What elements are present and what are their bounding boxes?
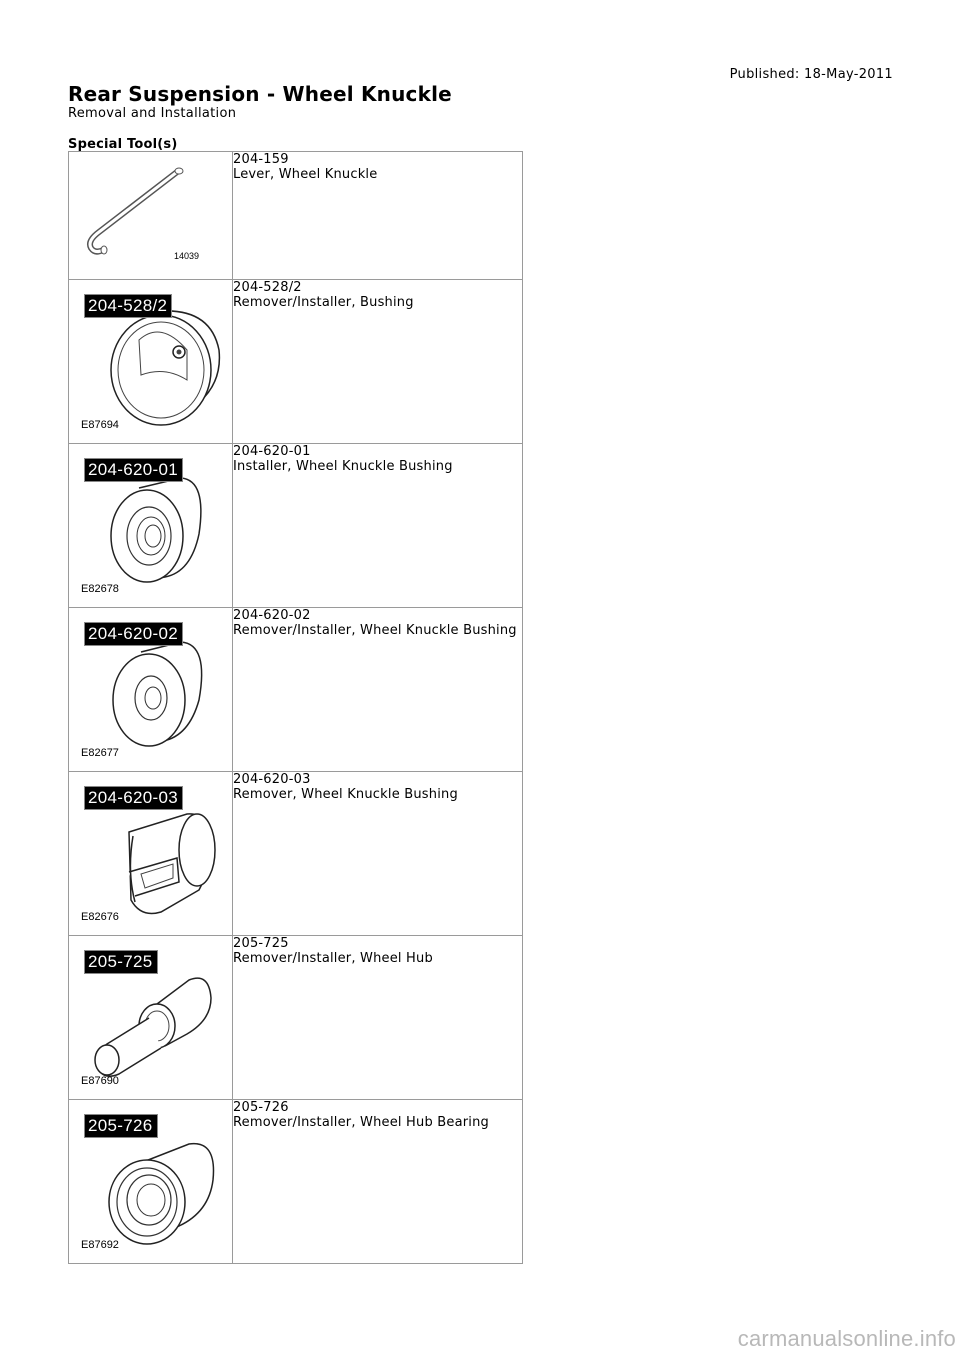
tool-image-cell xyxy=(69,280,233,444)
tool-name: Lever, Wheel Knuckle xyxy=(233,167,378,182)
figure-number: E82678 xyxy=(81,583,119,595)
tool-image-cell xyxy=(69,152,233,280)
tool-image-cell xyxy=(69,936,233,1100)
tool-tag: 204-620-02 xyxy=(84,622,183,646)
tool-code: 204-528/2 xyxy=(233,280,302,295)
tool-description xyxy=(233,280,523,444)
watermark[interactable]: carmanualsonline.info xyxy=(737,1326,956,1351)
published-date: Published: 18-May-2011 xyxy=(729,67,893,82)
figure-number: E82676 xyxy=(81,911,119,923)
tool-image-cell xyxy=(69,608,233,772)
table-row xyxy=(69,280,523,444)
tool-code: 204-620-03 xyxy=(233,772,311,787)
tool-code: 205-725 xyxy=(233,936,289,951)
tool-name: Remover/Installer, Wheel Knuckle Bushing xyxy=(233,623,517,638)
tool-code: 204-159 xyxy=(233,152,289,167)
tool-description xyxy=(233,1100,523,1264)
table-row xyxy=(69,608,523,772)
figure-number: E82677 xyxy=(81,747,119,759)
figure-number: 14039 xyxy=(173,251,199,261)
tool-tag: 205-725 xyxy=(84,950,158,974)
tool-image-cell xyxy=(69,1100,233,1264)
tool-name: Remover/Installer, Wheel Hub Bearing xyxy=(233,1115,489,1130)
tool-image-cell xyxy=(69,772,233,936)
page-subtitle: Removal and Installation xyxy=(68,106,237,121)
section-heading: Special Tool(s) xyxy=(68,137,178,152)
tool-description xyxy=(233,152,523,280)
table-row xyxy=(69,444,523,608)
tool-name: Installer, Wheel Knuckle Bushing xyxy=(233,459,453,474)
table-row xyxy=(69,1100,523,1264)
tool-description xyxy=(233,608,523,772)
tool-image-cell xyxy=(69,444,233,608)
tool-name: Remover/Installer, Wheel Hub xyxy=(233,951,433,966)
figure-number: E87694 xyxy=(81,419,119,431)
table-row xyxy=(69,936,523,1100)
figure-number: E87690 xyxy=(81,1075,119,1087)
tool-name: Remover/Installer, Bushing xyxy=(233,295,414,310)
tool-description xyxy=(233,772,523,936)
page-title: Rear Suspension - Wheel Knuckle xyxy=(68,82,452,106)
special-tools-table xyxy=(68,151,523,1264)
tool-code: 204-620-02 xyxy=(233,608,311,623)
tool-tag: 204-620-03 xyxy=(84,786,183,810)
tool-code: 204-620-01 xyxy=(233,444,311,459)
figure-number: E87692 xyxy=(81,1239,119,1251)
lever-icon xyxy=(69,152,232,279)
tool-description xyxy=(233,444,523,608)
tool-description xyxy=(233,936,523,1100)
tool-tag: 204-528/2 xyxy=(84,294,172,318)
tool-code: 205-726 xyxy=(233,1100,289,1115)
table-row xyxy=(69,772,523,936)
tool-tag: 204-620-01 xyxy=(84,458,183,482)
tool-tag: 205-726 xyxy=(84,1114,158,1138)
tool-name: Remover, Wheel Knuckle Bushing xyxy=(233,787,458,802)
table-row xyxy=(69,152,523,280)
